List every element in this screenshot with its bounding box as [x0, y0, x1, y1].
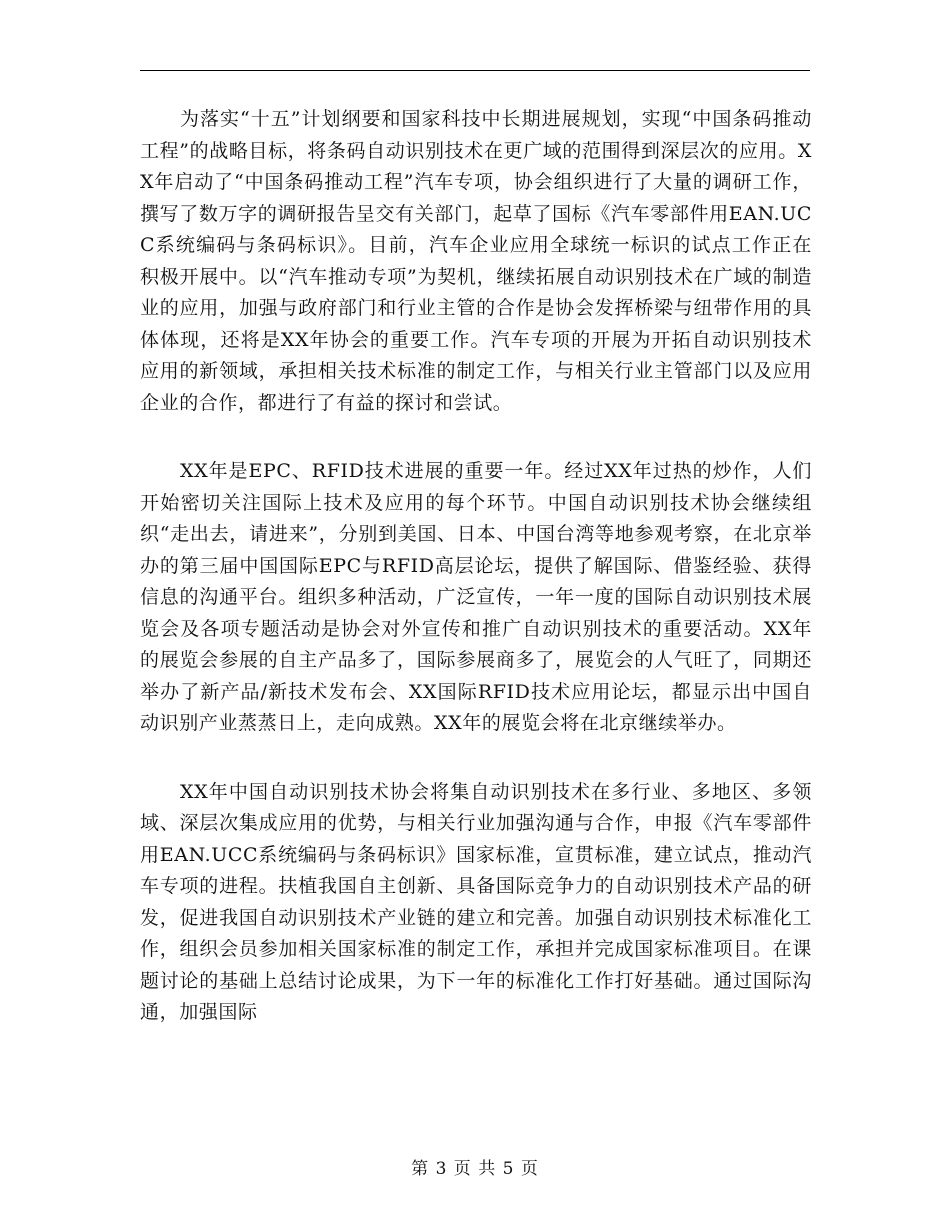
- document-body: [140, 104, 812, 1066]
- page-footer: [0, 1154, 950, 1179]
- paragraph-2: XX年是EPC、RFID技术进展的重要一年。经过XX年过热的炒作，人们开始密切关注国际上技术及应用的每个环节。中国自动识别技术协会继续组织“走出去，请进来”，分别到美国、日本、中国台湾等地参观考察，在北京举办的第三届中国国际EPC与RFID高层论坛，提供了解国际、借鉴经验、获得信息的沟通平台。组织多种活动，广泛宣传，一年一度的国际自动识别技术展览会及各项专题活动是协会对外宣传和推广自动识别技术的重要活动。XX年的展览会参展的自主产品多了，国际参展商多了，展览会的人气旺了，同期还举办了新产品/新技术发布会、XX国际RFID技术应用论坛，都显示出中国自动识别产业蒸蒸日上，走向成熟。XX年的展览会将在北京继续举办。: [140, 460, 812, 734]
- paragraph-1: 为落实“十五”计划纲要和国家科技中长期进展规划，实现“中国条码推动工程”的战略目标，将条码自动识别技术在更广域的范围得到深层次的应用。XX年启动了“中国条码推动工程”汽车专项，协会组织进行了大量的调研工作，撰写了数万字的调研报告呈交有关部门，起草了国标《汽车零部件用EAN.UCC系统编码与条码标识》。目前，汽车企业应用全球统一标识的试点工作正在积极开展中。以“汽车推动专项”为契机，继续拓展自动识别技术在广域的制造业的应用，加强与政府部门和行业主管的合作是协会发挥桥梁与纽带作用的具体体现，还将是XX年协会的重要工作。汽车专项的开展为开拓自动识别技术应用的新领域，承担相关技术标准的制定工作，与相关行业主管部门以及应用企业的合作，都进行了有益的探讨和尝试。: [140, 108, 812, 414]
- paragraph-3: XX年中国自动识别技术协会将集自动识别技术在多行业、多地区、多领域、深层次集成应用的优势，与相关行业加强沟通与合作，申报《汽车零部件用EAN.UCC系统编码与条码标识》国家标准，宣贯标准，建立试点，推动汽车专项的进程。扶植我国自主创新、具备国际竞争力的自动识别技术产品的研发，促进我国自动识别技术产业链的建立和完善。加强自动识别技术标准化工作，组织会员参加相关国家标准的制定工作，承担并完成国家标准项目。在课题讨论的基础上总结讨论成果，为下一年的标准化工作打好基础。通过国际沟通，加强国际: [140, 780, 812, 1023]
- header-rule: [140, 70, 810, 71]
- page-number-label: 第 3 页 共 5 页: [411, 1159, 539, 1179]
